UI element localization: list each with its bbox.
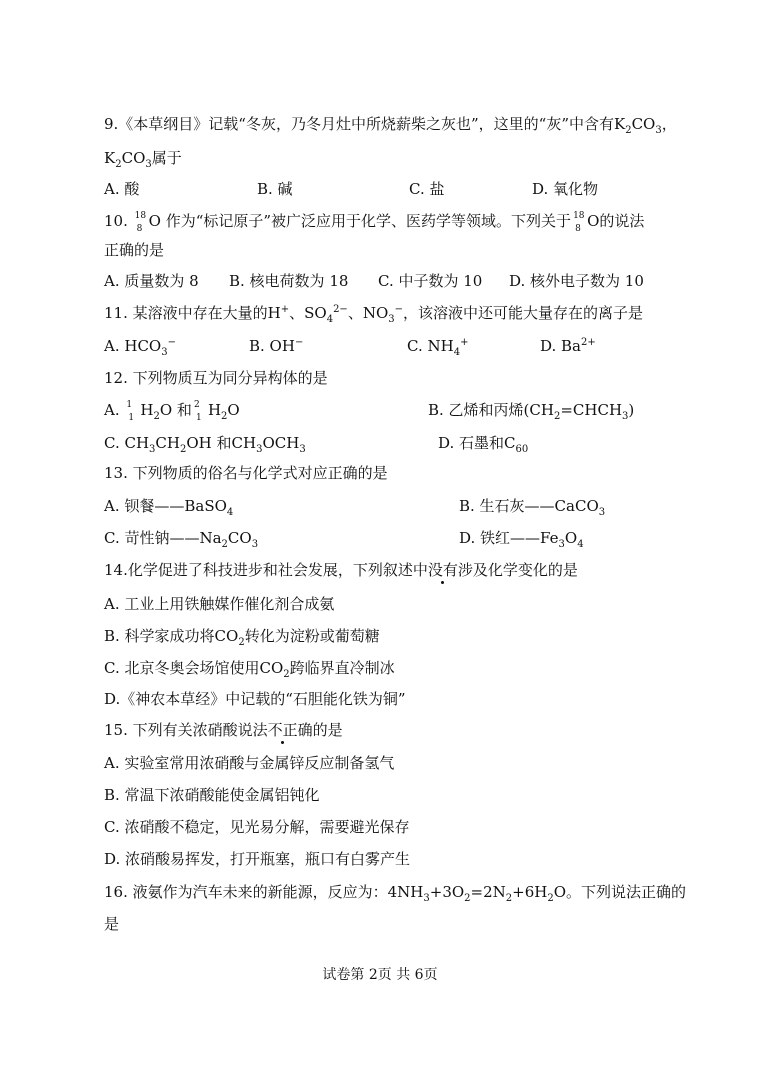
q10-option-a: A. 质量数为 8: [104, 272, 199, 290]
q10-option-d: D. 核外电子数为 10: [509, 272, 644, 290]
q13-stem: 13. 下列物质的俗名与化学式对应正确的是: [104, 464, 388, 482]
q10-option-b: B. 核电荷数为 18: [229, 272, 349, 290]
q15-option-b: B. 常温下浓硝酸能使金属铝钝化: [104, 786, 320, 804]
q11-d-text: D. Ba: [540, 337, 581, 355]
q15-t2: 确的是: [297, 721, 343, 739]
q9-option-d: D. 氧化物: [532, 180, 599, 198]
q10-stem-line2: 正确的是: [104, 241, 165, 259]
q13-option-c: C. 苛性钠$——Na_2CO_3$: [104, 529, 259, 550]
q13-b-text: B. 生石灰——CaCO: [459, 497, 599, 515]
nuclide-o18: 18 8: [134, 211, 147, 234]
nuclide-h1: 1 1: [126, 400, 135, 423]
q10-mid: 作为“标记原子”被广泛应用于化学、医药学等领域。下列关于: [165, 212, 572, 230]
q16-t2: +3O: [429, 883, 465, 901]
q16-t3: =2N: [470, 883, 506, 901]
q9-option-c: C. 盐: [409, 180, 445, 198]
q12-c-t3: OH 和CH: [186, 434, 257, 452]
q12-b-text2: =CHCH: [560, 401, 623, 419]
q16-stem-line2: 是: [104, 915, 120, 933]
q11-option-b: B. OH−: [249, 337, 304, 355]
q14-b-t1: B. 科学家成功将CO: [104, 627, 239, 645]
q16-t1: 16. 液氨作为汽车未来的新能源，反应为：4NH: [104, 883, 424, 901]
q13-c-text: C. 苛性钠——Na: [104, 529, 222, 547]
q14-t1: 14.化学促进了科技进步和社会发展，下列叙述中: [104, 561, 428, 579]
nuclide-o18-2: 18 8: [573, 211, 585, 234]
q9-text: 9.《本草纲目》记载“冬灰，乃冬月灶中所烧薪柴之灰也”，这里的“灰”中含有K: [104, 115, 626, 133]
q14-c-t2: 跨临界直冷制冰: [289, 659, 395, 677]
q15-option-c: C. 浓硝酸不稳定，见光易分解，需要避光保存: [104, 818, 410, 836]
q12-c-t4: OCH: [262, 434, 300, 452]
q9-stem-line1: 9.《本草纲目》记载“冬灰，乃冬月灶中所烧薪柴之灰也”，这里的“灰”中含有$K_2CO_3$，: [104, 115, 677, 136]
q13-d-text: D. 铁红——Fe: [459, 529, 559, 547]
q12-c-t2: CH: [155, 434, 180, 452]
q15-stem: [104, 720, 343, 740]
q14-c-t1: C. 北京冬奥会场馆使用CO: [104, 659, 284, 677]
q15-t1: 15. 下列有关浓硝酸说法: [104, 721, 268, 739]
q12-a-label: A.: [104, 401, 125, 419]
q11-option-a: A. $HCO_3^-$: [104, 337, 176, 358]
q13-c-text2: CO: [227, 529, 252, 547]
q15-option-d: D. 浓硝酸易挥发，打开瓶塞，瓶口有白雾产生: [104, 850, 411, 868]
q13-option-a: A. 钡餐——BaSO$_4$: [104, 497, 234, 518]
q13-a-text: A. 钡餐——BaSO: [104, 497, 227, 515]
q12-c-t1: C. CH: [104, 434, 150, 452]
q10-option-c: C. 中子数为 10: [378, 272, 483, 290]
q12-b-text3: ): [628, 401, 635, 419]
q11-text1: 11. 某溶液中存在大量的H: [104, 304, 281, 322]
nuclide-h2: 2 1: [193, 400, 202, 423]
q12-option-d: D. 石墨和$C_{60}$: [438, 434, 529, 455]
q12-b-text: B. 乙烯和丙烯(CH: [428, 401, 554, 419]
q10-number: 10.: [104, 212, 128, 230]
q15-option-a: A. 实验室常用浓硝酸与金属锌反应制备氢气: [104, 754, 395, 772]
q11-c-text: C. NH: [407, 337, 454, 355]
q14-option-d: D.《神农本草经》中记载的“石胆能化铁为铜”: [104, 690, 406, 708]
q11-text4: ，该溶液中还可能大量存在的离子是: [403, 304, 644, 322]
q11-b-text: B. OH: [249, 337, 295, 355]
q12-stem: 12. 下列物质互为同分异构体的是: [104, 369, 328, 387]
q11-option-d: D. $Ba^{2+}$: [540, 337, 596, 355]
q12-option-c: C. $CH_3CH_2OH$ 和$CH_3OCH_3$: [104, 434, 306, 455]
q13-option-d: D. 铁红$——Fe_3O_4$: [459, 529, 584, 550]
q9-stem-line2: $K_2CO_3$属于: [104, 149, 182, 170]
q12-option-a: A. 1 1 $H_2O$ 和 2 1 $H_2O$: [104, 400, 240, 423]
q16-t4: +6H: [512, 883, 548, 901]
q11-stem: 11. 某溶液中存在大量的H+、$SO_4^{2-}$、$NO_3^-$，该溶液中还可能大量存在的离子是: [104, 304, 644, 325]
q14-option-a: A. 工业上用铁触媒作催化剂合成氨: [104, 595, 335, 613]
q9-option-b: B. 碱: [257, 180, 293, 198]
q10-tail: 的说法: [599, 212, 645, 230]
q14-option-c: C. 北京冬奥会场馆使用$CO_2$跨临界直冷制冰: [104, 659, 395, 680]
q13-option-b: B. 生石灰——CaCO$_3$: [459, 497, 606, 518]
q9-belongs: 属于: [151, 149, 182, 167]
q9-co: CO: [121, 149, 146, 167]
q14-t2: 涉及化学变化的是: [457, 561, 578, 579]
q9-k: K: [104, 149, 116, 167]
q12-d-text: D. 石墨和C: [438, 434, 516, 452]
q12-option-b: B. 乙烯和丙烯$(CH_2=CHCH_3)$: [428, 401, 635, 422]
q14-emphasis: 没有: [427, 561, 458, 579]
q16-t5: O。下列说法正确的: [553, 883, 687, 901]
q11-a-text: A. HCO: [104, 337, 162, 355]
q14-option-b: B. 科学家成功将$CO_2$转化为淀粉或葡萄糖: [104, 627, 380, 648]
q11-option-c: C. $NH_4^+$: [407, 337, 469, 358]
q15-emphasis: 不正: [267, 721, 298, 739]
q14-stem: [104, 560, 578, 580]
page-footer: 试卷第 2页 共 6页: [322, 967, 438, 983]
q9-text2: CO: [631, 115, 656, 133]
q16-stem-line1: 16. 液氨作为汽车未来的新能源，反应为：$4NH_3+3O_2=2N_2+6H_2O$。下列说法正确的: [104, 883, 687, 904]
q11-text3: 、NO: [347, 304, 389, 322]
q9-text3: ，: [661, 115, 677, 133]
q10-stem-line1: 10. 18 8 O 作为“标记原子”被广泛应用于化学、医药学等领域。下列关于 18 8 O的说法: [104, 211, 645, 234]
q13-d-text2: O: [564, 529, 578, 547]
q9-option-a: A. 酸: [104, 180, 140, 198]
q11-text2: 、SO: [289, 304, 327, 322]
q14-b-t2: 转化为淀粉或葡萄糖: [244, 627, 380, 645]
q12-a-and: 和: [176, 401, 192, 419]
